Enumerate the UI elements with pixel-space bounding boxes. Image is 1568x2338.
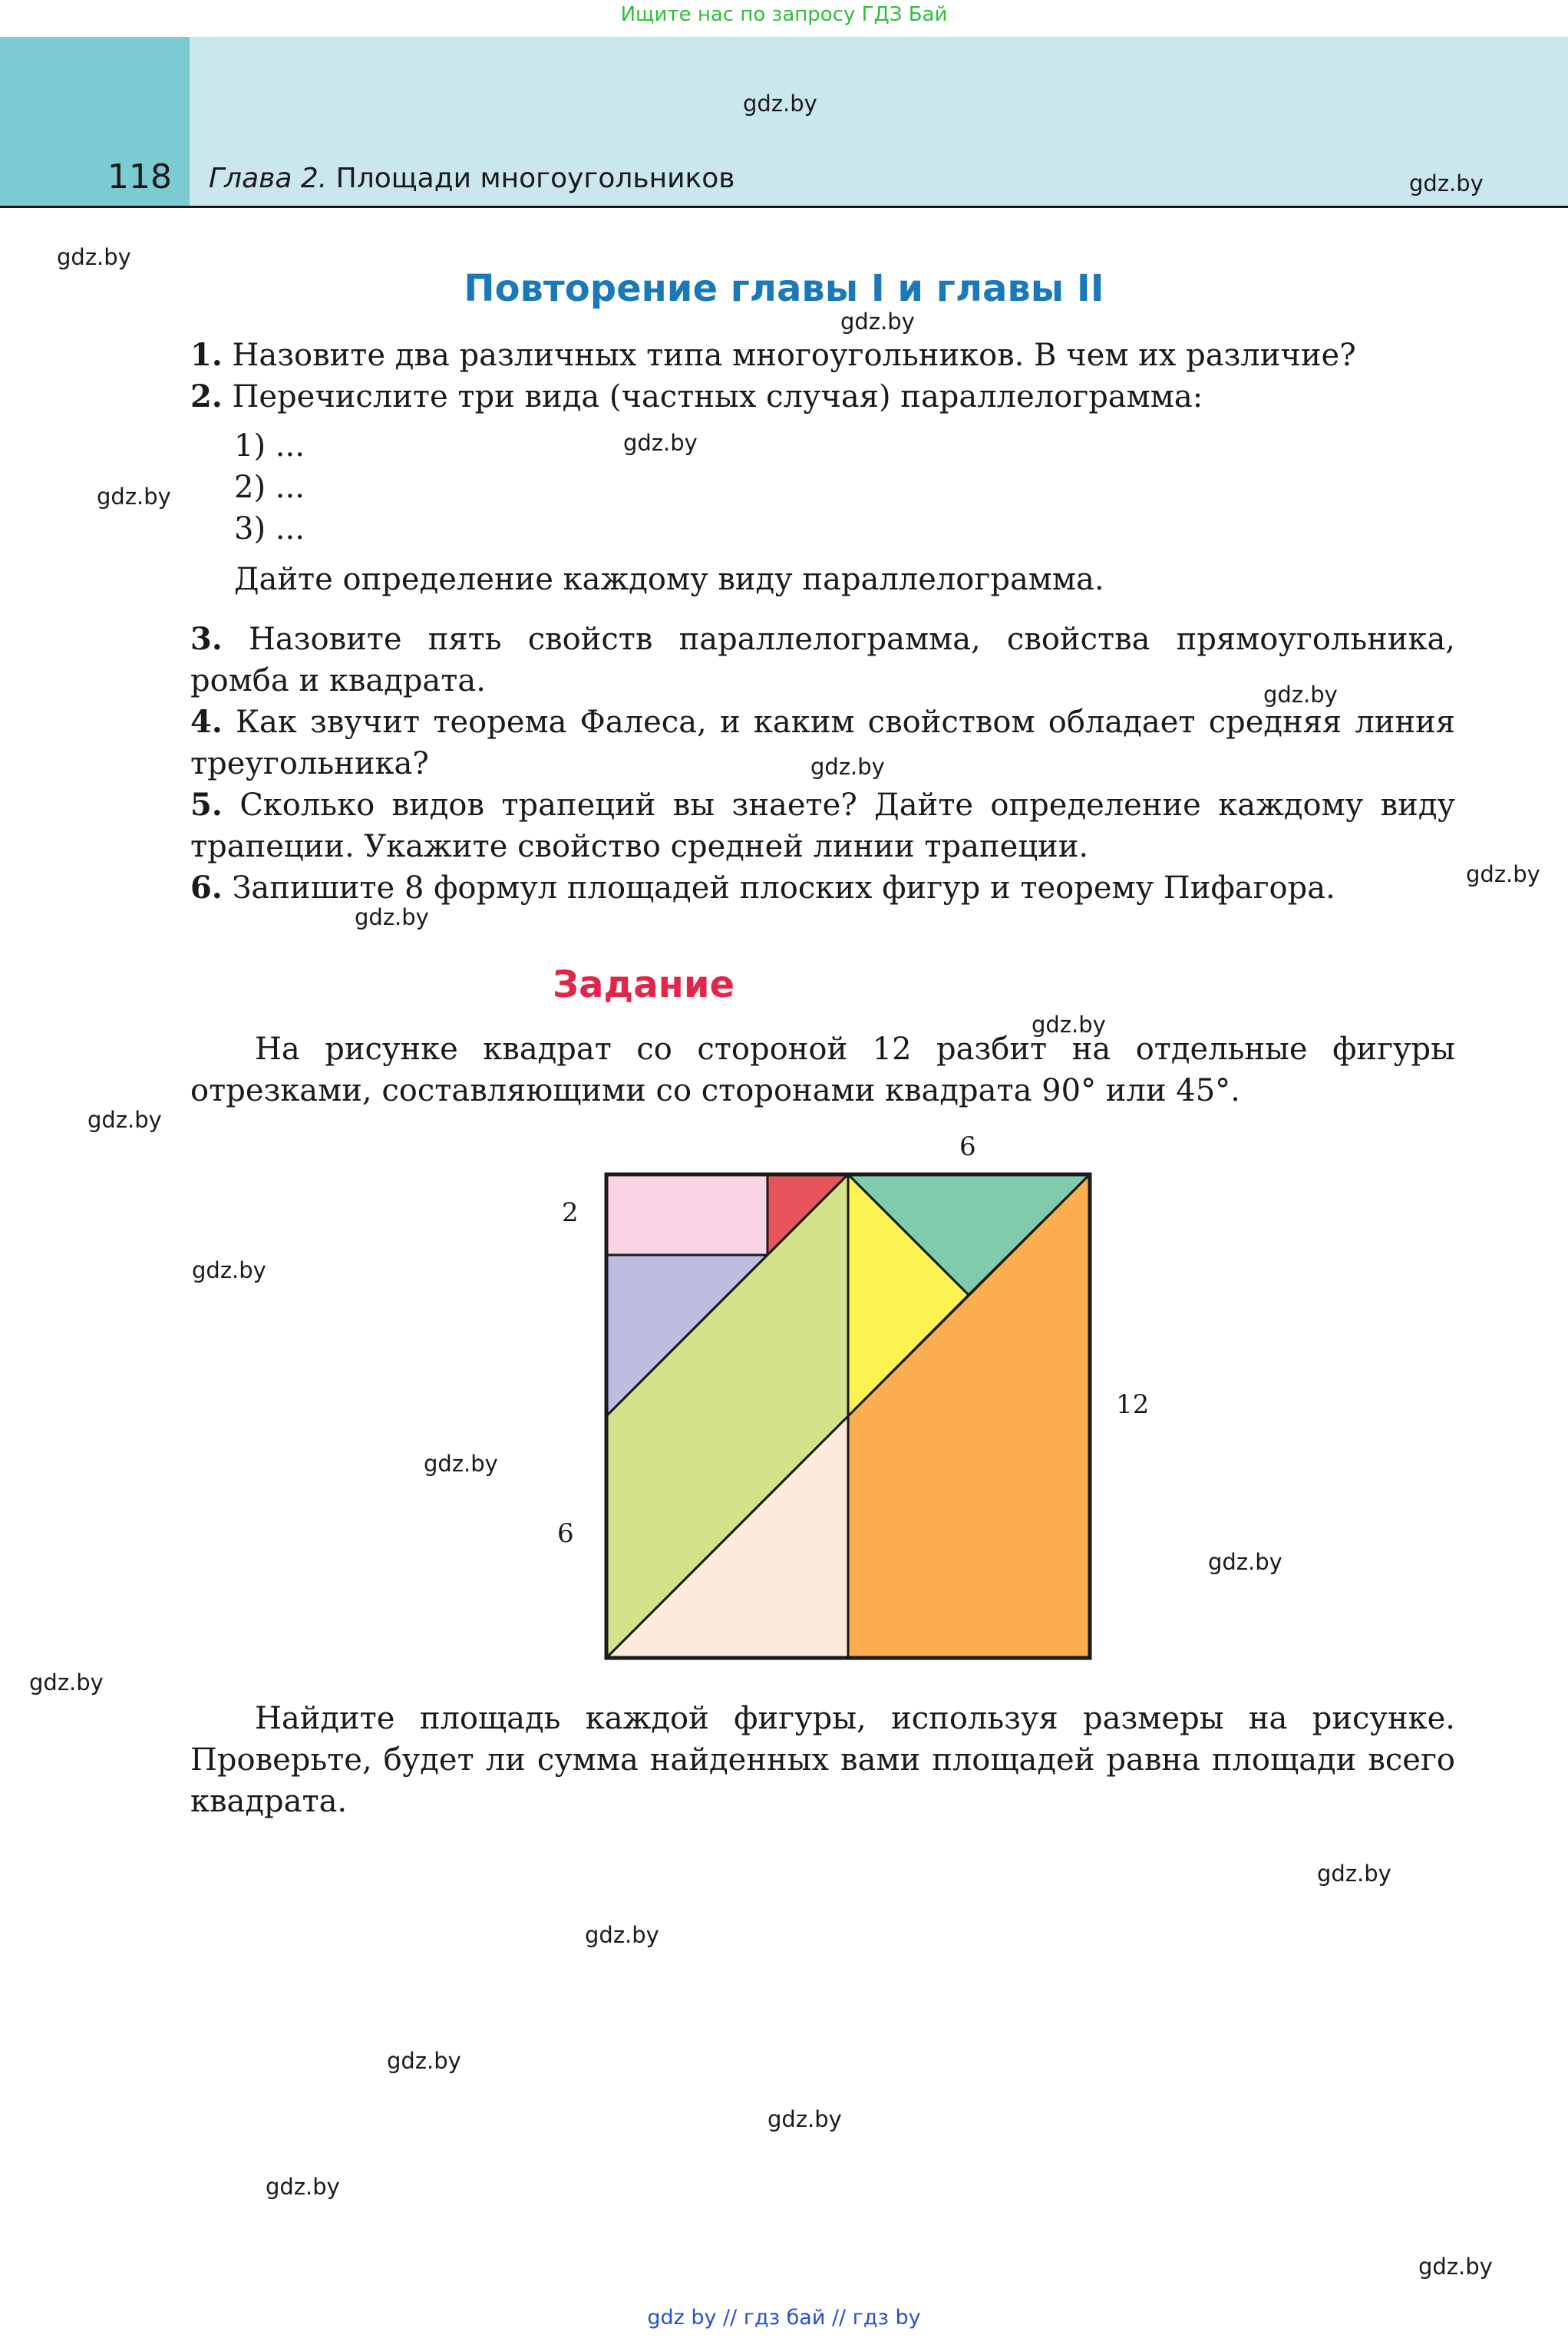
question-3	[190, 619, 1455, 702]
question-number: 1.	[190, 337, 223, 373]
watermark: gdz.by	[743, 91, 817, 117]
watermark: gdz.by	[29, 1669, 104, 1696]
chapter-title	[209, 163, 735, 194]
pink-rectangle	[606, 1174, 767, 1255]
sub-item: 2) ...	[234, 470, 305, 505]
watermark: gdz.by	[767, 2106, 842, 2132]
square-figure	[599, 1167, 1098, 1666]
sub-item: 3) ...	[234, 511, 305, 547]
question-number: 6.	[190, 870, 223, 906]
watermark: gdz.by	[355, 904, 429, 930]
watermark: gdz.by	[810, 754, 885, 780]
definition-prompt: Дайте определение каждому виду параллелограмма.	[234, 562, 1104, 597]
label-left-bottom: 6	[557, 1518, 574, 1549]
question-text: Перечислите три вида (частных случая) параллелограмма:	[232, 379, 1203, 414]
watermark: gdz.by	[840, 309, 915, 335]
watermark: gdz.by	[1466, 861, 1540, 887]
chapter-prefix: Глава 2.	[209, 163, 328, 194]
chapter-name: Площади многоугольников	[335, 163, 735, 194]
label-right: 12	[1116, 1389, 1150, 1420]
watermark: gdz.by	[266, 2174, 340, 2200]
question-number: 2.	[190, 378, 223, 414]
watermark: gdz.by	[97, 484, 171, 510]
watermark: gdz.by	[87, 1107, 162, 1133]
question-5	[190, 784, 1455, 867]
section-title: Повторение главы I и главы II	[464, 267, 1104, 310]
header-rule	[0, 206, 1568, 208]
top-banner: Ищите нас по запросу ГДЗ Бай	[620, 3, 948, 26]
task-intro: На рисунке квадрат со стороной 12 разбит на отдельные фигуры отрезками, составляющими со сторонами квадрата 90° или 45°.	[190, 1032, 1455, 1108]
question-text: Назовите два различных типа многоугольников. В чем их различие?	[232, 338, 1356, 373]
watermark: gdz.by	[1409, 170, 1484, 196]
sub-item: 1) ...	[234, 428, 305, 464]
watermark: gdz.by	[1317, 1861, 1391, 1887]
question-text: Запишите 8 формул площадей плоских фигур и теорему Пифагора.	[232, 870, 1335, 906]
watermark: gdz.by	[424, 1451, 498, 1477]
label-top: 6	[959, 1131, 976, 1162]
footer: gdz by // гдз бай // гдз by	[647, 2306, 921, 2330]
watermark: gdz.by	[57, 244, 131, 270]
watermark: gdz.by	[1418, 2254, 1493, 2280]
question-number: 5.	[190, 787, 223, 823]
watermark: gdz.by	[1263, 682, 1338, 708]
watermark: gdz.by	[387, 2048, 461, 2074]
question-number: 4.	[190, 704, 223, 740]
question-number: 3.	[190, 621, 223, 657]
task-title: Задание	[553, 963, 734, 1006]
watermark: gdz.by	[192, 1257, 266, 1283]
question-1	[190, 335, 1455, 376]
watermark: gdz.by	[1208, 1549, 1282, 1575]
question-text: Как звучит теорема Фалеса, и каким свойством обладает средняя линия треугольника?	[190, 705, 1455, 781]
page-number: 118	[107, 157, 172, 196]
question-text: Назовите пять свойств параллелограмма, свойства прямоугольника, ромба и квадрата.	[190, 622, 1456, 698]
question-6	[190, 867, 1455, 909]
label-left-top: 2	[562, 1197, 579, 1228]
question-4	[190, 702, 1455, 784]
question-text: Сколько видов трапеций вы знаете? Дайте определение каждому виду трапеции. Укажите свойство средней линии трапеции.	[190, 788, 1455, 864]
watermark: gdz.by	[1032, 1012, 1106, 1038]
task-question: Найдите площадь каждой фигуры, используя размеры на рисунке. Проверьте, будет ли сумма найденных вами площадей равна площади всего квадрата.	[190, 1701, 1455, 1819]
watermark: gdz.by	[623, 430, 698, 456]
question-2	[190, 376, 1455, 418]
watermark: gdz.by	[585, 1922, 659, 1948]
